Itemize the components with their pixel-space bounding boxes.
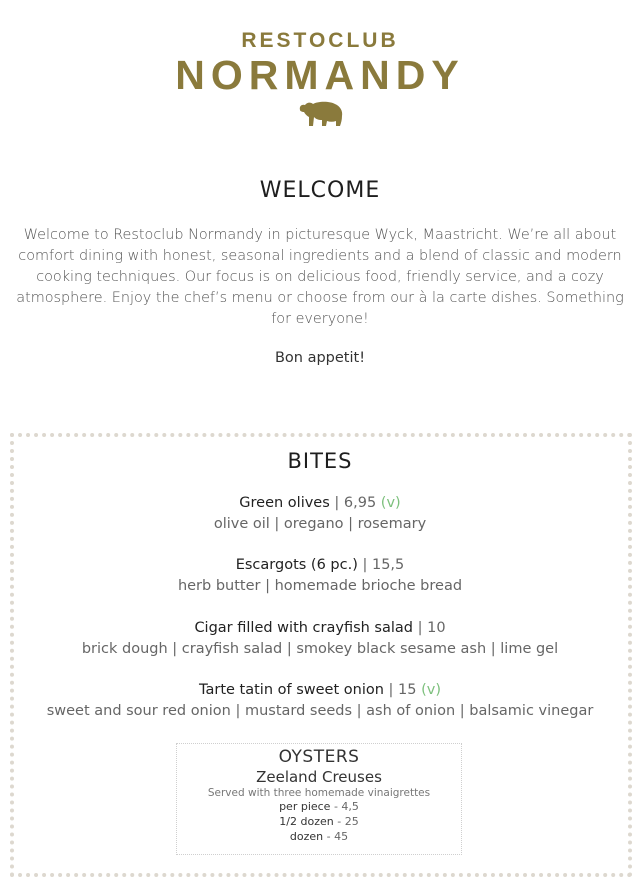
logo-subtitle: RESTOCLUB xyxy=(241,29,399,52)
item-description: olive oil | oregano | rosemary xyxy=(213,516,427,532)
item-name: Green olives xyxy=(239,495,330,511)
menu-item xyxy=(0,681,640,721)
closing-text: Bon appetit! xyxy=(274,350,366,366)
oyster-price-label: 1/2 dozen xyxy=(279,815,334,828)
menu-item xyxy=(0,619,640,659)
welcome-heading: WELCOME xyxy=(259,178,381,203)
item-separator: | xyxy=(329,495,344,511)
item-price: 15,5 xyxy=(371,557,405,573)
item-price: 15 xyxy=(398,682,417,698)
item-separator: | xyxy=(413,620,428,636)
item-description: herb butter | homemade brioche bread xyxy=(177,578,463,594)
menu-item xyxy=(0,494,640,534)
logo-title: NORMANDY xyxy=(175,52,465,98)
item-price: 10 xyxy=(427,620,446,636)
item-description: sweet and sour red onion | mustard seeds | ash of onion | balsamic vinegar xyxy=(46,703,594,719)
vegetarian-badge: (v) xyxy=(416,682,441,698)
welcome-paragraph: Welcome to Restoclub Normandy in picturesque Wyck, Maastricht. We’re all about comfort dining with honest, seasonal ingredients and a blend of classic and modern cooking techniques. Our focus is on delicious food, friendly service, and a cozy atmosphere. Enjoy the chef’s menu or choose from our à la carte dishes. Something for everyone! xyxy=(16,227,624,327)
item-separator: | xyxy=(357,557,372,573)
oysters-note: Served with three homemade vinaigrettes xyxy=(207,787,431,799)
oyster-price-value: - 25 xyxy=(333,815,359,828)
oyster-price-row xyxy=(177,829,461,844)
oyster-price-row xyxy=(177,814,461,829)
oyster-price-value: - 45 xyxy=(323,830,349,843)
oyster-price-label: dozen xyxy=(289,830,324,843)
bear-icon xyxy=(296,100,344,128)
vegetarian-badge: (v) xyxy=(376,495,401,511)
oyster-price-value: - 4,5 xyxy=(330,800,359,813)
oyster-price-row xyxy=(177,799,461,814)
oysters-box xyxy=(176,743,462,855)
item-name: Cigar filled with crayfish salad xyxy=(194,620,413,636)
restaurant-logo[interactable] xyxy=(0,30,640,128)
item-name: Escargots (6 pc.) xyxy=(235,557,358,573)
oysters-variety: Zeeland Creuses xyxy=(256,768,382,786)
oyster-price-label: per piece xyxy=(279,800,331,813)
item-separator: | xyxy=(383,682,399,698)
bites-heading: BITES xyxy=(287,449,353,473)
menu-item xyxy=(0,556,640,596)
item-name: Tarte tatin of sweet onion xyxy=(199,682,384,698)
item-description: brick dough | crayfish salad | smokey black sesame ash | lime gel xyxy=(81,641,559,657)
item-price: 6,95 xyxy=(343,495,377,511)
oysters-heading: OYSTERS xyxy=(278,747,360,767)
